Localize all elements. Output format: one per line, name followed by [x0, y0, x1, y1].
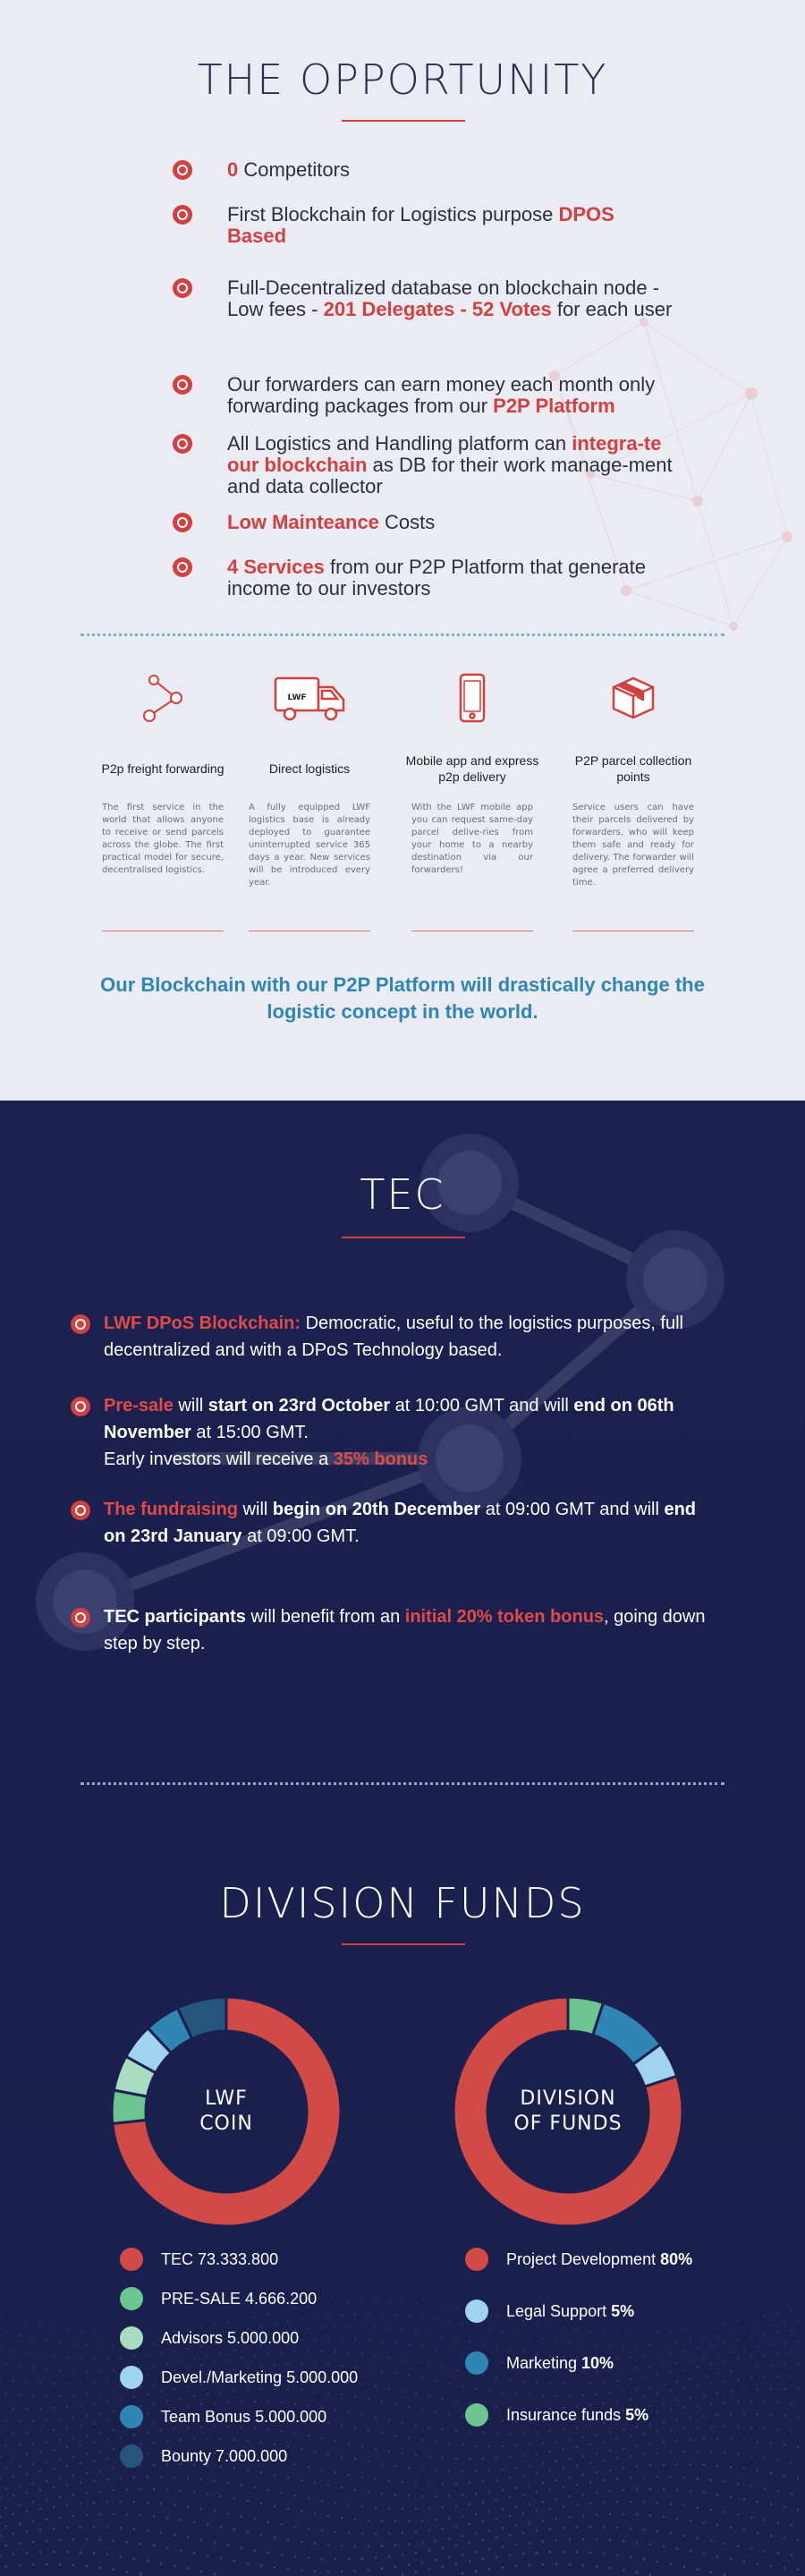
legend-label: Bounty: [161, 2446, 212, 2465]
opportunity-item: [174, 557, 674, 599]
legend-swatch: [120, 2405, 143, 2428]
donut-center-label: LWF COIN: [199, 2087, 253, 2135]
legend-item: [120, 2403, 326, 2430]
legend-swatch: [465, 2351, 488, 2375]
legend-item: [120, 2325, 299, 2351]
legend-swatch: [465, 2403, 488, 2427]
legend-label: Marketing: [506, 2353, 578, 2372]
body-text: Early investors will receive a: [104, 1450, 334, 1469]
body-text: , going down step by step.: [104, 1607, 706, 1654]
body-text: as DB for their work manage-ment and data collector: [227, 454, 673, 497]
legend-item: [120, 2285, 317, 2312]
legend-swatch: [120, 2248, 143, 2271]
body-text: for each user: [551, 298, 673, 320]
bullet-icon: [174, 206, 191, 224]
bullet-icon: [72, 1315, 89, 1333]
highlight-text: P2P Platform: [493, 395, 615, 417]
highlight-text: 201 Delegates - 52 Votes: [323, 298, 552, 320]
legend-label: PRE-SALE: [161, 2289, 242, 2308]
feature-description: The first service in the world that allows anyone to receive or send parcels across the globe. The first practical model for secure, decentralised logistics.: [102, 803, 224, 875]
title-underline: [342, 1943, 465, 1945]
legend-label: Insurance funds: [506, 2405, 622, 2424]
opportunity-item: [174, 277, 674, 320]
feature-collection-points: [562, 662, 705, 889]
legend-label: Devel./Marketing: [161, 2368, 283, 2386]
bullet-icon: [174, 376, 191, 394]
legend-item: [465, 2246, 692, 2273]
body-text: from our P2P Platform that generate income to our investors: [227, 556, 646, 599]
delivery-truck-icon: [272, 673, 347, 723]
opportunity-item: [174, 204, 674, 247]
legend-label: Advisors: [161, 2328, 224, 2347]
feature-direct-logistics: [238, 662, 381, 889]
legend-value: 7.000.000: [216, 2446, 288, 2465]
bold-text: start on 23rd October: [208, 1396, 391, 1416]
opportunity-section: [0, 0, 805, 1101]
body-text: All Logistics and Handling platform can: [227, 432, 572, 455]
title-underline: [342, 120, 465, 122]
legend-label: Legal Support: [506, 2301, 607, 2320]
legend-value: 80%: [660, 2249, 693, 2268]
p2p-network-icon: [140, 671, 185, 725]
bullet-icon: [72, 1609, 89, 1627]
tec-title: TEC: [360, 1170, 445, 1219]
bold-text: end on 23rd January: [104, 1500, 697, 1546]
tec-item: [72, 1603, 716, 1657]
legend-value: 4.666.200: [245, 2289, 318, 2308]
highlight-text: LWF DPoS Blockchain:: [104, 1314, 301, 1333]
legend-item: [120, 2246, 278, 2273]
legend-value: 5%: [611, 2301, 635, 2320]
body-text: will benefit from an: [245, 1607, 405, 1627]
tec-item: [72, 1310, 716, 1364]
body-text: Democratic, useful to the logistics purposes, full decentralized and with a DPoS Technology based.: [104, 1314, 683, 1360]
opportunity-item: [174, 159, 674, 181]
feature-description: A fully equipped LWF logistics base is already deployed to guarantee uninterrupted service 365 days a year. New services will be introduced every year.: [249, 803, 370, 888]
legend-value: 5.000.000: [255, 2407, 327, 2426]
legend-swatch: [120, 2366, 143, 2389]
legend-value: 10%: [581, 2353, 614, 2372]
bullet-icon: [72, 1501, 89, 1519]
highlight-text: DPOS Based: [227, 203, 614, 247]
body-text: at 10:00 GMT and will: [390, 1396, 574, 1416]
highlight-text: Pre-sale: [104, 1396, 174, 1416]
donut-center-label: DIVISION OF FUNDS: [513, 2087, 623, 2135]
legend-value: 5%: [625, 2405, 649, 2424]
bullet-icon: [174, 435, 191, 453]
legend-swatch: [120, 2326, 143, 2350]
legend-label: Project Development: [506, 2249, 657, 2268]
legend-item: [120, 2364, 358, 2391]
tec-item: [72, 1496, 716, 1550]
smartphone-icon: [457, 672, 487, 724]
title-underline: [342, 1237, 465, 1238]
bold-text: TEC participants: [104, 1607, 246, 1627]
division-funds-title: DIVISION FUNDS: [219, 1879, 586, 1927]
feature-title: P2p freight forwarding: [101, 761, 225, 776]
feature-title: P2P parcel collection points: [574, 753, 692, 784]
feature-description: With the LWF mobile app you can request same-day parcel delive-ries from your home to a nearby destination via our forwarders!: [411, 803, 533, 875]
body-text: at 09:00 GMT.: [242, 1526, 360, 1546]
parcel-box-icon: [608, 673, 658, 723]
bold-text: end on 06th November: [104, 1396, 674, 1442]
body-text: Our forwarders can earn money each month only forwarding packages from our: [227, 373, 656, 417]
legend-label: Team Bonus: [161, 2407, 251, 2426]
bullet-icon: [174, 558, 191, 576]
highlight-text: integra-te our blockchain: [227, 432, 662, 476]
opportunity-title: THE OPPORTUNITY: [197, 55, 608, 104]
legend-swatch: [465, 2300, 488, 2323]
division-of-funds-donut-chart: [452, 1995, 684, 2228]
legend-value: 5.000.000: [227, 2328, 300, 2347]
feature-title: Mobile app and express p2p delivery: [405, 753, 539, 784]
tec-section: [0, 1101, 805, 2576]
dotted-divider: [80, 633, 724, 636]
body-text: Costs: [378, 511, 436, 533]
body-text: will: [173, 1396, 208, 1416]
bullet-icon: [72, 1398, 89, 1416]
highlight-text: The fundraising: [104, 1500, 238, 1519]
body-text: Competitors: [238, 158, 350, 181]
blockchain-slogan: Our Blockchain with our P2P Platform will drastically change the logistic concept in the world.: [100, 973, 705, 1023]
legend-item: [465, 2298, 634, 2325]
opportunity-item: [174, 433, 674, 497]
body-text: Full-Decentralized database on blockchain node - Low fees -: [227, 276, 660, 320]
body-text: at 09:00 GMT and will: [480, 1500, 665, 1519]
legend-item: [120, 2443, 287, 2470]
dotted-divider: [80, 1782, 724, 1785]
legend-item: [465, 2402, 648, 2428]
feature-mobile-app: [401, 662, 544, 877]
highlight-text: Low Mainteance: [227, 511, 379, 533]
legend-swatch: [120, 2444, 143, 2468]
lwf-coin-donut-chart: [110, 1995, 343, 2228]
bullet-icon: [174, 514, 191, 531]
feature-title: Direct logistics: [268, 761, 351, 776]
highlight-text: initial 20% token bonus: [404, 1607, 605, 1627]
highlight-text: 0: [227, 158, 239, 181]
legend-swatch: [120, 2287, 143, 2310]
body-text: at 15:00 GMT.: [191, 1423, 309, 1442]
legend-item: [465, 2350, 614, 2376]
body-text: will: [238, 1500, 273, 1519]
tec-item: [72, 1392, 716, 1473]
feature-p2p-freight: [91, 662, 234, 877]
truck-logo-text: LWF: [287, 693, 307, 702]
bullet-icon: [174, 161, 191, 179]
highlight-text: 4 Services: [227, 556, 325, 578]
legend-swatch: [465, 2248, 488, 2271]
bullet-icon: [174, 279, 191, 297]
opportunity-item: [174, 374, 674, 417]
opportunity-item: [174, 512, 674, 533]
legend-value: 5.000.000: [286, 2368, 359, 2386]
body-text: First Blockchain for Logistics purpose: [227, 203, 559, 225]
legend-label: TEC: [161, 2249, 193, 2268]
legend-value: 73.333.800: [198, 2249, 279, 2268]
feature-description: Service users can have their parcels delivered by forwarders, who will keep them safe and ready for delivery. The forwarder will agree a preferred delivery time.: [572, 803, 694, 888]
bold-text: begin on 20th December: [272, 1500, 481, 1519]
highlight-text: 35% bonus: [333, 1450, 428, 1469]
